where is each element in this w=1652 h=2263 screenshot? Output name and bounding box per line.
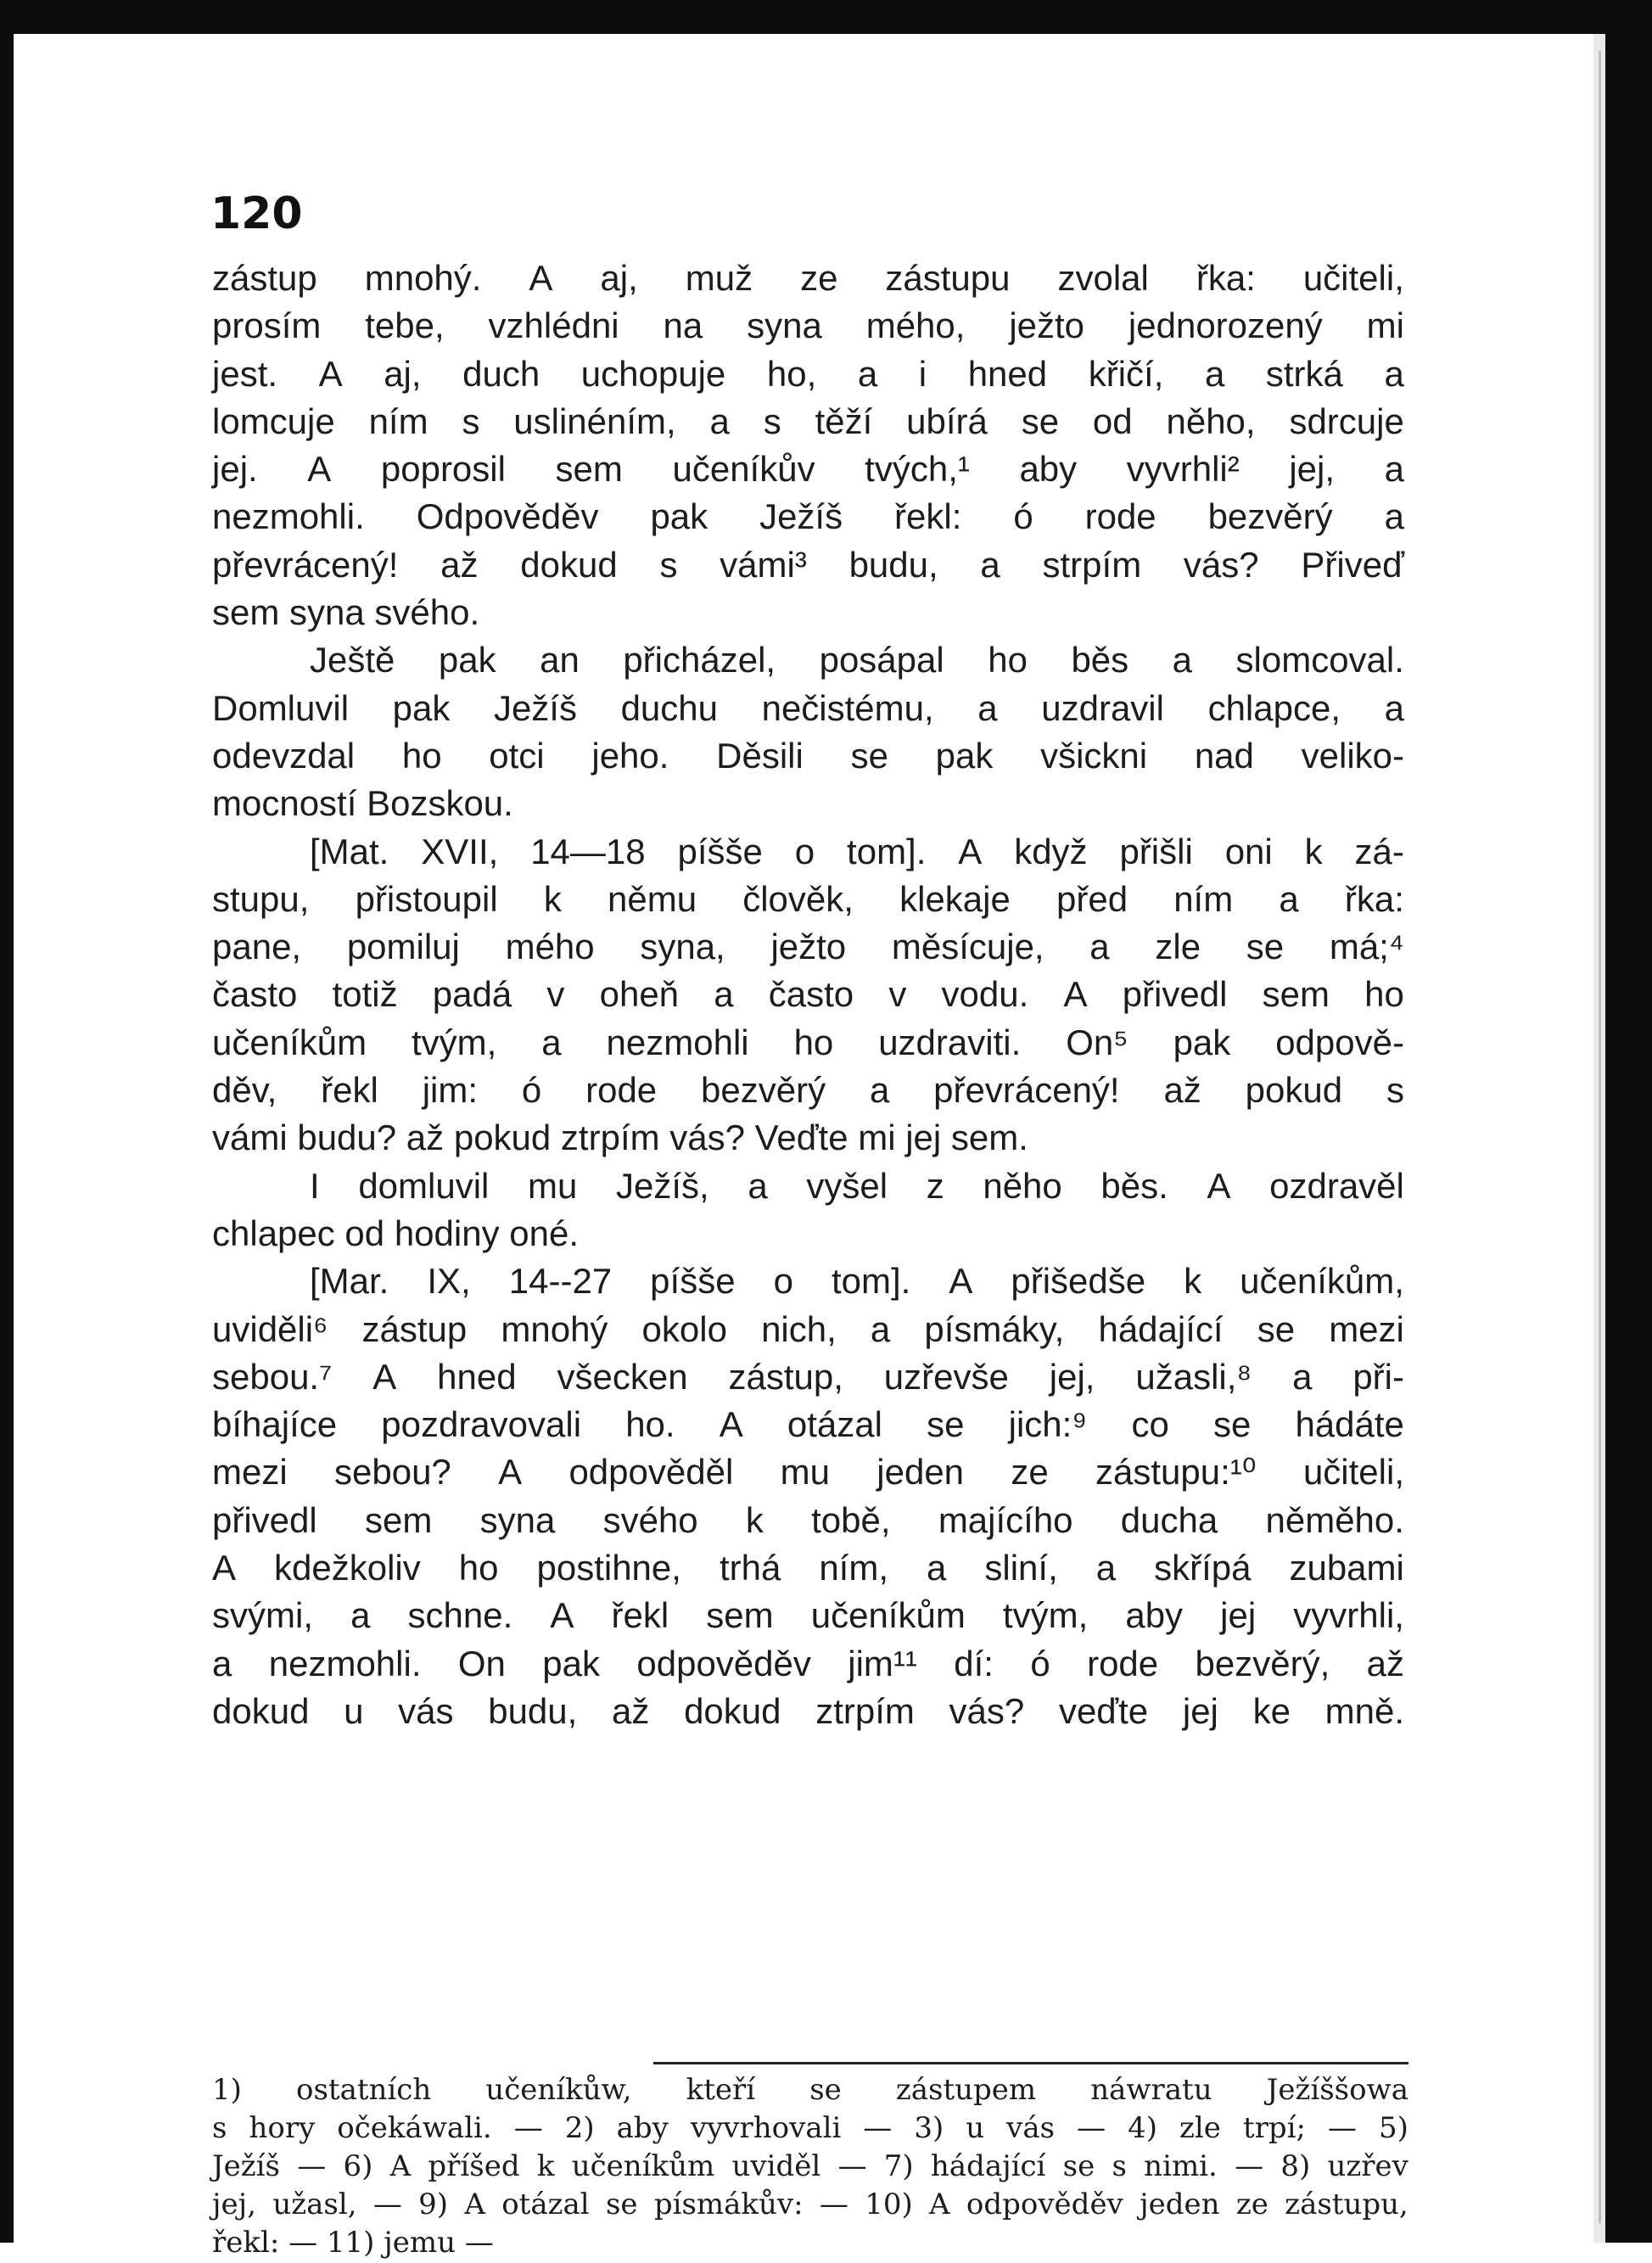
text-line: převrácený! až dokud s vámi³ budu, a strpím vás? Přiveď [212, 544, 1404, 585]
footnote-line: Ježíš — 6) A příšed k učeníkům uviděl — 7) hádající se s nimi. — 8) uzřev [212, 2149, 1408, 2183]
footnote-line: řekl: — 11) jemu — [212, 2226, 494, 2260]
footnotes [212, 2072, 1408, 2263]
text-line: Domluvil pak Ježíš duchu nečistému, a uzdravil chlapce, a [212, 687, 1404, 728]
text-line: lomcuje ním s uslinéním, a s těží ubírá se od něho, sdrcuje [212, 401, 1404, 441]
scan-border-right [1605, 0, 1652, 2243]
text-line: často totiž padá v oheň a často v vodu. A přivedl sem ho [212, 974, 1404, 1015]
text-line: dokud u vás budu, až dokud ztrpím vás? veďte jej ke mně. [212, 1690, 1404, 1731]
footnote-line: s hory očekáwali. — 2) aby vyvrhovali — 3) u vás — 4) zle trpí; — 5) [212, 2111, 1408, 2145]
text-line: svými, a schne. A řekl sem učeníkům tvým, aby jej vyvrhli, [212, 1595, 1404, 1636]
text-line: A kdežkoliv ho postihne, trhá ním, a sliní, a skřípá zubami [212, 1548, 1404, 1588]
footnote-line: jej, užasl, — 9) A otázal se písmákův: — 10) A odpověděv jeden ze zástupu, [212, 2187, 1408, 2221]
text-line: chlapec od hodiny oné. [212, 1213, 579, 1253]
text-line: jest. A aj, duch uchopuje ho, a i hned křičí, a strká a [212, 353, 1404, 394]
text-line: [Mat. XVII, 14—18 píšše o tom]. A když přišli oni k zá- [310, 831, 1404, 871]
page-number: 120 [210, 188, 303, 239]
text-line: sebou.⁷ A hned všecken zástup, uzřevše jej, užasli,⁸ a při- [212, 1356, 1404, 1397]
text-line: stupu, přistoupil k němu člověk, klekaje před ním a řka: [212, 878, 1404, 919]
text-line: sem syna svého. [212, 592, 480, 633]
text-line: Ještě pak an přicházel, posápal ho běs a slomcoval. [310, 640, 1404, 681]
scan-border-left [0, 0, 14, 2243]
text-line: I domluvil mu Ježíš, a vyšel z něho běs. A ozdravěl [310, 1165, 1404, 1206]
text-line: mocností Bozskou. [212, 783, 513, 824]
scan-page-edge-line [1599, 51, 1601, 2223]
text-line: vámi budu? až pokud ztrpím vás? Veďte mi jej sem. [212, 1117, 1028, 1158]
text-line: a nezmohli. On pak odpověděv jim¹¹ dí: ó rode bezvěrý, až [212, 1643, 1404, 1683]
text-line: pane, pomiluj mého syna, ježto měsícuje, a zle se má;⁴ [212, 927, 1404, 967]
text-line: uviděli⁶ zástup mnohý okolo nich, a písmáky, hádající se mezi [212, 1308, 1404, 1349]
text-line: děv, řekl jim: ó rode bezvěrý a převrácený! až pokud s [212, 1070, 1404, 1111]
text-line: nezmohli. Odpověděv pak Ježíš řekl: ó rode bezvěrý a [212, 496, 1404, 537]
text-line: prosím tebe, vzhlédni na syna mého, ježto jednorozený mi [212, 305, 1404, 346]
footnote-line: 1) ostatních učeníkůw, kteří se zástupem náwratu Ježíššowa [212, 2073, 1408, 2107]
text-line: přivedl sem syna svého k tobě, majícího ducha něměho. [212, 1499, 1404, 1540]
scan-border-top [0, 0, 1652, 34]
text-line: [Mar. IX, 14--27 píšše o tom]. A přišedše k učeníkům, [310, 1261, 1404, 1302]
text-line: učeníkům tvým, a nezmohli ho uzdraviti. On⁵ pak odpově- [212, 1022, 1404, 1062]
text-line: odevzdal ho otci jeho. Děsili se pak všickni nad veliko- [212, 735, 1404, 776]
text-line: jej. A poprosil sem učeníkův tvých,¹ aby vyvrhli² jej, a [212, 449, 1404, 490]
text-line: mezi sebou? A odpověděl mu jeden ze zástupu:¹⁰ učiteli, [212, 1452, 1404, 1493]
text-line: zástup mnohý. A aj, muž ze zástupu zvolal řka: učiteli, [212, 258, 1404, 298]
main-text [212, 255, 1404, 1735]
footnote-divider [653, 2062, 1408, 2064]
text-line: bíhajíce pozdravovali ho. A otázal se jich:⁹ co se hádáte [212, 1404, 1404, 1445]
